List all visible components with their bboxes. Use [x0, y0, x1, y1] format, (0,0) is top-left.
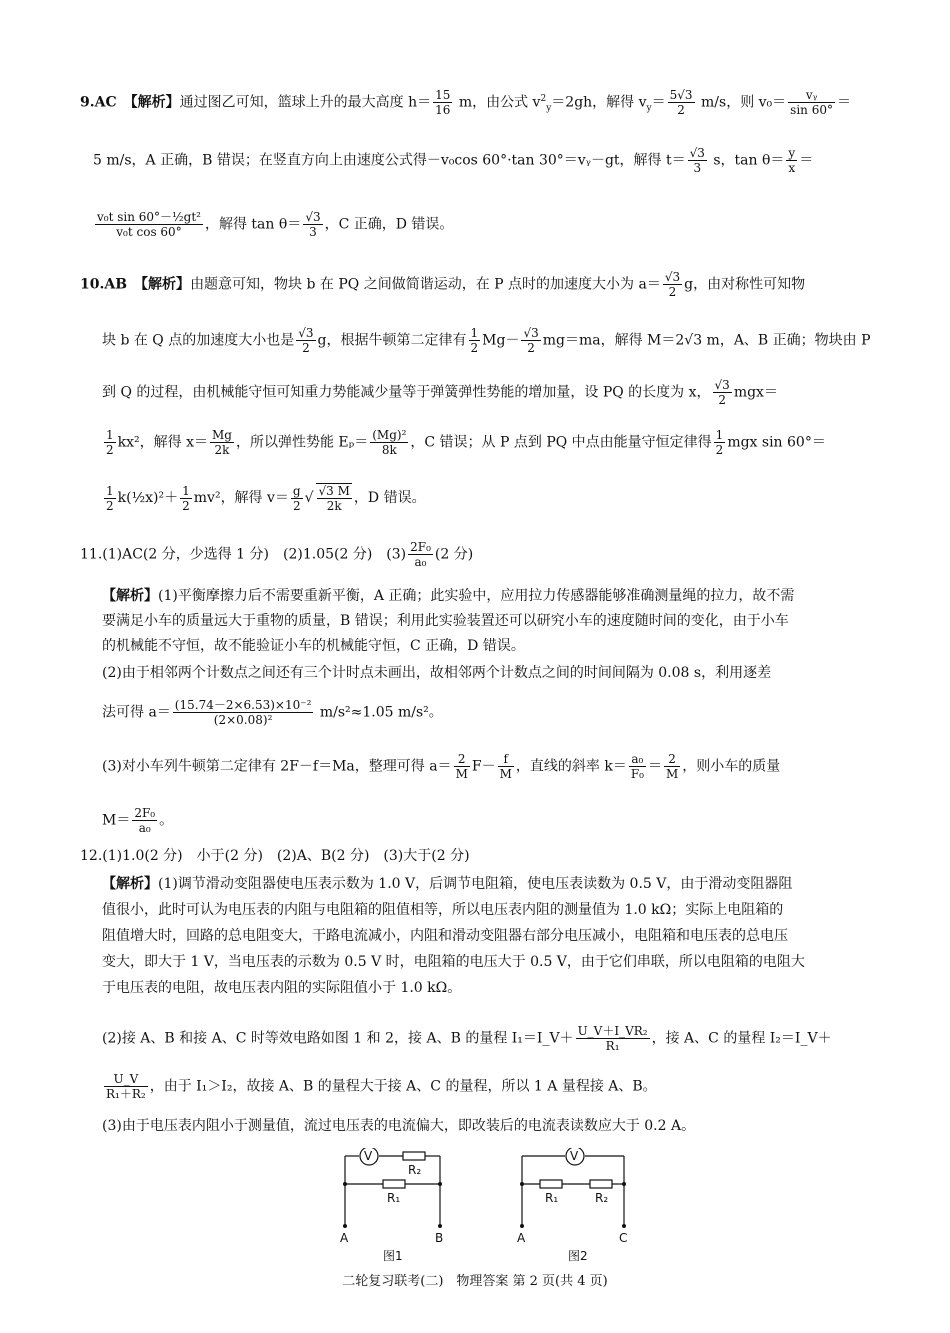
resistor-r2-icon [403, 1152, 425, 1160]
fraction: $\frac{1}{2}$ [470, 326, 479, 355]
fraction: $\frac{\text{2F₀}}{\text{a₀}}$ [134, 806, 156, 835]
fraction: $\frac{\text{(15.74－2×6.53)×10⁻²}}{\text{(2×0.08)²}}$ [174, 698, 312, 727]
q11-p2b: 法可得 a＝ $\frac{\text{(15.74－2×6.53)×10⁻²}}{\text{(2×0.08)²}}$ m/s²≈1.05 m/s²。 [102, 698, 443, 727]
q10-line4: $\frac{1}{2}$ kx²，解得 x＝ $\frac{Mg}{2k}$ ，所以弹性势能 Eₚ＝ $\frac{\text{(Mg)²}}{8k}$ ，C 错误；从 P 点到 PQ 中点由能量守恒定律得 $\frac{1}{2}$ mgx sin 60°＝ [106, 428, 826, 457]
fraction: $\frac{√3}{2}$ [523, 326, 539, 355]
fraction: $\frac{√3}{2}$ [664, 270, 681, 299]
resistor-r2-icon [590, 1180, 612, 1188]
fraction: $\frac{√3}{2}$ [714, 378, 730, 407]
fraction: $\frac{U\_V}{\text{R₁＋R₂}}$ [106, 1072, 146, 1101]
fraction: $\frac{\text{U\_V＋I\_VR₂}}{\text{R₁}}$ [577, 1024, 648, 1053]
fraction: $\frac{√3 M}{2k}$ [316, 483, 352, 513]
terminal-a: A [340, 1231, 349, 1245]
fraction: $\frac{\text{a₀}}{\text{F₀}}$ [630, 752, 644, 781]
q10-line5: $\frac{1}{2}$ k(½x)²＋ $\frac{1}{2}$ mv²，解得 v＝ $\frac{g}{2}$ √ $\frac{√3 M}{2k}$ ，D 错误。 [106, 483, 426, 513]
fraction: $\frac{\text{2F₀}}{\text{a₀}}$ [410, 540, 431, 569]
fraction: $\frac{1}{2}$ [182, 483, 190, 513]
fraction: $\frac{Mg}{2k}$ [211, 428, 232, 457]
q11-p4: M＝ $\frac{\text{2F₀}}{\text{a₀}}$ 。 [102, 806, 174, 835]
figure-caption: 图1 [383, 1249, 403, 1263]
fraction: $\frac{5√3}{2}$ [669, 88, 693, 118]
fraction: $\frac{√3}{3}$ [305, 210, 321, 239]
q9-line1: 9.AC 【解析】通过图乙可知，篮球上升的最大高度 h＝ $\frac{15}{16}$ m，由公式 $v^2_y=2gh$，解得 $v_y=$ $\frac{5√3}{2}$ m/s，则 v₀＝ $\frac{\text{vᵧ}}{\sin 60^\circ}$ ＝ [80, 88, 851, 118]
q12-p3: (3)由于电压表内阻小于测量值，流过电压表的电流偏大，即改装后的电流表读数应大于 0.2 A。 [102, 1118, 696, 1134]
q12-p1c: 阻值增大时，回路的总电阻变大，干路电流减小，内阻和滑动变阻器右部分电压减小，电阻箱和电压表的总电压 [102, 928, 788, 944]
q11-answer: 11.(1)AC(2 分，少选得 1 分) (2)1.05(2 分) (3) $\frac{\text{2F₀}}{\text{a₀}}$ (2 分) [80, 540, 474, 569]
q12-p2: (2)接 A、B 和接 A、C 时等效电路如图 1 和 2，接 A、B 的量程 I₁＝I_V＋ $\frac{\text{U\_V＋I\_VR₂}}{\text{R₁}}$ ，接 A、C 的量程 I₂＝I_V＋ [102, 1024, 832, 1053]
q11-p3: (3)对小车列牛顿第二定律有 2F－f＝Ma，整理可得 a＝ $\frac{2}{M}$ F－ $\frac{f}{M}$ ，直线的斜率 k＝ $\frac{\text{a₀}}{\text{F₀}}$ ＝ $\frac{2}{M}$ ，则小车的质量 [102, 752, 781, 781]
terminal-b: B [435, 1231, 444, 1245]
q10-line2: 块 b 在 Q 点的加速度大小也是 $\frac{√3}{2}$ g，根据牛顿第二定律有 $\frac{1}{2}$ Mg－ $\frac{√3}{2}$ mg＝ma，解得 M＝2√3 m，A、B 正确；物块由 P [102, 326, 871, 355]
q10-lead: 10.AB 【解析】 [80, 276, 191, 293]
fraction: $\frac{g}{2}$ [292, 483, 301, 513]
terminal-a: A [517, 1231, 526, 1245]
figure-caption: 图2 [568, 1249, 588, 1263]
r2-label: R₂ [595, 1191, 609, 1205]
voltmeter-label: V [364, 1149, 373, 1163]
r1-label: R₁ [545, 1191, 559, 1205]
q12-p1e: 于电压表的电阻，故电压表内阻的实际阻值小于 1.0 kΩ。 [102, 980, 462, 996]
fraction: $\frac{1}{2}$ [715, 428, 724, 457]
fraction: $\frac{1}{2}$ [106, 483, 114, 513]
fraction: $\frac{y}{x}$ [788, 146, 796, 175]
r2-label: R₂ [408, 1163, 422, 1177]
q12-p2b: $\frac{U\_V}{\text{R₁＋R₂}}$ ，由于 I₁＞I₂，故接 A、B 的量程大于接 A、C 的量程，所以 1 A 量程接 A、B。 [106, 1072, 657, 1101]
r1-label: R₁ [387, 1191, 401, 1205]
fraction: $\frac{1}{2}$ [106, 428, 114, 457]
fraction: $\frac{15}{16}$ [435, 88, 451, 118]
q10-line1: 10.AB 【解析】由题意可知，物块 b 在 PQ 之间做简谐运动，在 P 点时的加速度大小为 a＝ $\frac{√3}{2}$ g，由对称性可知物 [80, 270, 806, 299]
page-footer: 二轮复习联考(二) 物理答案 第 2 页(共 4 页) [342, 1274, 608, 1289]
fraction: $\frac{\text{v₀t sin 60°－½gt²}}{\text{v₀t cos 60°}}$ [97, 210, 201, 239]
terminal-c: C [619, 1231, 628, 1245]
q11-p2: (2)由于相邻两个计数点之间还有三个计时点未画出，故相邻两个计数点之间的时间间隔为 0.08 s，利用逐差 [102, 665, 772, 681]
resistor-r1-icon [383, 1180, 405, 1188]
q12-answer: 12.(1)1.0(2 分) 小于(2 分) (2)A、B(2 分) (3)大于(2 分) [80, 848, 470, 864]
circuit-figure-2 [512, 1148, 642, 1268]
fraction: $\frac{\text{vᵧ}}{\sin 60^\circ}$ [790, 88, 833, 118]
q11-p1c: 的机械能不守恒，故不能验证小车的机械能守恒，C 正确，D 错误。 [102, 638, 525, 654]
fraction: $\frac{f}{M}$ [499, 752, 512, 781]
resistor-r1-icon [540, 1180, 562, 1188]
voltmeter-label: V [570, 1149, 579, 1163]
fraction: $\frac{√3}{3}$ [689, 146, 705, 175]
q11-p1: 【解析】(1)平衡摩擦力后不需要重新平衡，A 正确；此实验中，应用拉力传感器能够准确测量绳的拉力，故不需 [102, 588, 795, 604]
fraction: $\frac{2}{M}$ [665, 752, 679, 781]
q9-line3: $\frac{\text{v₀t sin 60°－½gt²}}{\text{v₀t cos 60°}}$ ，解得 tan θ＝ $\frac{√3}{3}$ ，C 正确，D 错误。 [97, 210, 454, 239]
q9-line2: 5 m/s，A 正确，B 错误；在竖直方向上由速度公式得－v₀cos 60°·tan 30°＝vᵧ－gt，解得 t＝ $\frac{√3}{3}$ s，tan θ＝ $\frac{y}{x}$ ＝ [93, 146, 814, 175]
q11-p1b: 要满足小车的质量远大于重物的质量，B 错误；利用此实验装置还可以研究小车的速度随时间的变化，由于小车 [102, 613, 789, 629]
q9-lead: 9.AC 【解析】 [80, 94, 180, 111]
circuit-figure-1 [335, 1148, 455, 1268]
q12-p1d: 变大，即大于 1 V，当电压表的示数为 0.5 V 时，电阻箱的电压大于 0.5 V，由于它们串联，所以电阻箱的电阻大 [102, 954, 805, 970]
fraction: $\frac{√3}{2}$ [298, 326, 314, 355]
fraction: $\frac{\text{(Mg)²}}{8k}$ [372, 428, 407, 457]
q10-line3: 到 Q 的过程，由机械能守恒可知重力势能减少量等于弹簧弹性势能的增加量，设 PQ 的长度为 x， $\frac{√3}{2}$ mgx＝ [102, 378, 778, 407]
q12-p1: 【解析】(1)调节滑动变阻器使电压表示数为 1.0 V，后调节电阻箱，使电压表读数为 0.5 V，由于滑动变阻器阻 [102, 876, 793, 892]
fraction: $\frac{2}{M}$ [455, 752, 468, 781]
q12-p1b: 值很小，此时可认为电压表的内阻与电阻箱的阻值相等，所以电压表内阻的测量值为 1.0 kΩ；实际上电阻箱的 [102, 902, 784, 918]
